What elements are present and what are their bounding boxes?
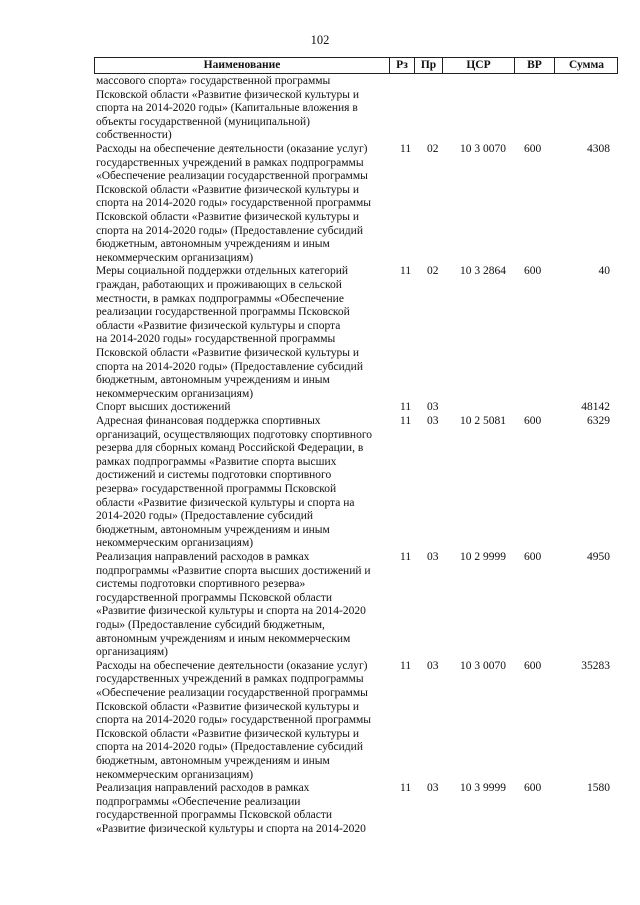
- row-name-line: спорта на 2014-2020 годы» (Капитальные вложения в: [96, 102, 358, 115]
- row-vr: 600: [524, 551, 542, 563]
- row-name-line: объекты государственной (муниципальной): [96, 115, 310, 128]
- row-name-line: Псковской области «Развитие физической культуры и: [96, 88, 359, 101]
- row-name: [96, 551, 386, 660]
- header-vr: ВР: [515, 58, 555, 73]
- header-rz: Рз: [390, 58, 415, 73]
- row-name-line: государственной программы Псковской области: [96, 809, 333, 822]
- row-name-line: Меры социальной поддержки отдельных категорий: [96, 265, 349, 278]
- row-name-line: спорта на 2014-2020 годы» государственной программы: [96, 714, 371, 727]
- row-name-line: некоммерческим организациям): [96, 387, 254, 400]
- row-sum: 4950: [587, 551, 610, 563]
- row-name: [96, 401, 386, 415]
- row-name: [96, 265, 386, 401]
- row-name-line: подпрограммы «Развитие спорта высших достижений и: [96, 564, 371, 577]
- row-sum: 40: [598, 265, 610, 278]
- row-name-line: местности, в рамках подпрограммы «Обеспечение: [96, 292, 344, 305]
- row-name-line: бюджетным, автономным учреждениям и иным: [96, 374, 330, 387]
- row-csr: 10 2 5081: [460, 415, 506, 427]
- row-name: [96, 660, 386, 782]
- row-csr: 10 3 0070: [460, 143, 506, 155]
- row-name-line: некоммерческим организациям): [96, 537, 254, 550]
- row-name-line: Расходы на обеспечение деятельности (оказание услуг): [96, 143, 368, 155]
- row-sum: 35283: [581, 659, 610, 672]
- header-name: Наименование: [95, 58, 390, 73]
- row-name-line: подпрограммы «Обеспечение реализации: [96, 795, 301, 808]
- page-number: 102: [310, 33, 330, 47]
- row-pr: 03: [427, 782, 439, 795]
- row-csr: 10 2 9999: [460, 551, 506, 563]
- row-name-line: «Развитие физической культуры и спорта на 2014-2020: [96, 605, 366, 618]
- row-name-line: организациям): [96, 646, 168, 659]
- row-name-line: государственной программы Псковской области: [96, 591, 333, 604]
- row-name-line: Расходы на обеспечение деятельности (оказание услуг): [96, 659, 368, 672]
- row-name-line: Спорт высших достижений: [96, 401, 231, 414]
- row-name-line: государственных учреждений в рамках подпрограммы: [96, 673, 364, 686]
- row-sum: 48142: [581, 401, 610, 414]
- header-pr: Пр: [415, 58, 443, 73]
- row-name: [96, 75, 386, 143]
- row-name: [96, 415, 386, 551]
- row-name-line: Псковской области «Развитие физической культуры и: [96, 346, 359, 359]
- row-name-line: «Обеспечение реализации государственной программы: [96, 686, 368, 699]
- row-name-line: «Обеспечение реализации государственной программы: [96, 170, 368, 183]
- row-pr: 03: [427, 551, 439, 563]
- row-sum: 6329: [587, 415, 610, 427]
- row-rz: 11: [400, 265, 412, 278]
- row-name-line: реализации государственной программы Псковской: [96, 306, 350, 319]
- row-name-line: спорта на 2014-2020 годы» (Предоставление субсидий: [96, 224, 363, 237]
- row-name-line: рамках подпрограммы «Развитие спорта высших: [96, 455, 337, 468]
- row-pr: 02: [427, 265, 439, 278]
- row-sum: 4308: [587, 143, 610, 155]
- row-name-line: системы подготовки спортивного резерва»: [96, 578, 306, 591]
- row-name-line: достижений и системы подготовки спортивного: [96, 469, 332, 482]
- row-csr: 10 3 2864: [460, 265, 506, 278]
- row-rz: 11: [400, 551, 412, 563]
- row-rz: 11: [400, 401, 412, 414]
- row-name-line: некоммерческим организациям): [96, 251, 254, 264]
- row-name-line: бюджетным, автономным учреждениям и иным: [96, 523, 330, 536]
- row-name: [96, 782, 386, 836]
- row-name-line: спорта на 2014-2020 годы» (Предоставление субсидий: [96, 360, 363, 373]
- row-name: [96, 143, 386, 265]
- row-name-line: граждан, работающих и проживающих в сельской: [96, 278, 342, 291]
- row-name-line: Реализация направлений расходов в рамках: [96, 782, 310, 795]
- row-name-line: некоммерческим организациям): [96, 768, 254, 781]
- row-name-line: массового спорта» государственной программы: [96, 75, 331, 87]
- row-name-line: автономным учреждениям и иным некоммерческим: [96, 632, 351, 645]
- header-sum: Сумма: [569, 59, 604, 71]
- row-rz: 11: [400, 659, 412, 672]
- row-rz: 11: [400, 782, 412, 795]
- row-name-line: государственных учреждений в рамках подпрограммы: [96, 156, 364, 169]
- row-name-line: Псковской области «Развитие физической культуры и: [96, 210, 359, 223]
- row-name-line: Псковской области «Развитие физической культуры и: [96, 727, 359, 740]
- row-vr: 600: [524, 782, 542, 795]
- row-vr: 600: [524, 265, 542, 278]
- row-pr: 02: [427, 143, 439, 155]
- row-sum: 1580: [587, 782, 610, 795]
- row-name-line: собственности): [96, 129, 172, 142]
- row-name-line: резерва для сборных команд Российской Федерации, в: [96, 442, 364, 455]
- row-pr: 03: [427, 401, 439, 414]
- row-name-line: резерва» государственной программы Псковской: [96, 482, 337, 495]
- row-name-line: «Развитие физической культуры и спорта на 2014-2020: [96, 822, 366, 835]
- row-name-line: области «Развитие физической культуры и спорта на: [96, 496, 355, 509]
- row-rz: 11: [400, 143, 412, 155]
- row-name-line: организаций, осуществляющих подготовку спортивного: [96, 428, 372, 441]
- row-rz: 11: [400, 415, 412, 427]
- row-name-line: Псковской области «Развитие физической культуры и: [96, 700, 359, 713]
- row-name-line: 2014-2020 годы» (Предоставление субсидий: [96, 510, 314, 523]
- row-pr: 03: [427, 659, 439, 672]
- row-name-line: спорта на 2014-2020 годы» государственной программы: [96, 197, 371, 210]
- row-name-line: области «Развитие физической культуры и спорта: [96, 319, 341, 332]
- row-name-line: Реализация направлений расходов в рамках: [96, 551, 310, 563]
- row-name-line: Адресная финансовая поддержка спортивных: [96, 415, 321, 427]
- row-vr: 600: [524, 659, 542, 672]
- row-pr: 03: [427, 415, 439, 427]
- row-csr: 10 3 0070: [460, 659, 506, 672]
- row-name-line: на 2014-2020 годы» государственной программы: [96, 333, 336, 346]
- row-name-line: спорта на 2014-2020 годы» (Предоставление субсидий: [96, 741, 363, 754]
- row-name-line: годы» (Предоставление субсидий бюджетным,: [96, 618, 325, 631]
- row-vr: 600: [524, 415, 542, 427]
- row-vr: 600: [524, 143, 542, 155]
- row-name-line: Псковской области «Развитие физической культуры и: [96, 183, 359, 196]
- row-name-line: бюджетным, автономным учреждениям и иным: [96, 754, 330, 767]
- row-csr: 10 3 9999: [460, 782, 506, 795]
- row-name-line: бюджетным, автономным учреждениям и иным: [96, 238, 330, 251]
- header-csr: ЦСР: [443, 58, 515, 73]
